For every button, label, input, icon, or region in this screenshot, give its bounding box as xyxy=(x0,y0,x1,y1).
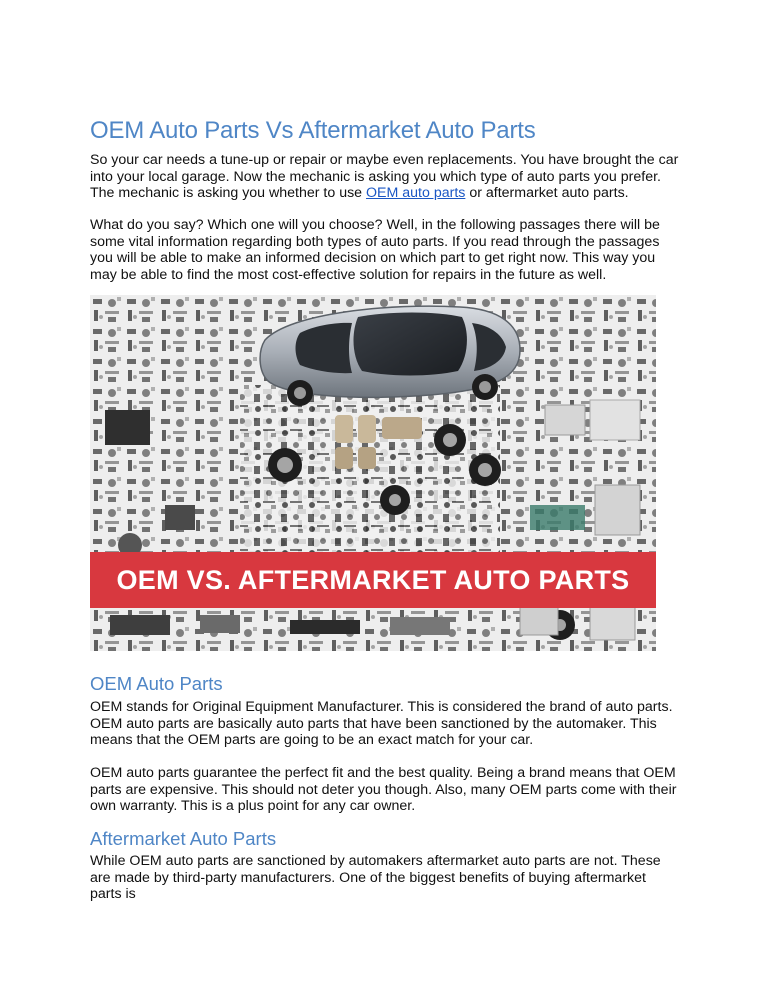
section-heading-oem: OEM Auto Parts xyxy=(90,673,223,694)
intro-text-before-link: So your car needs a tune-up or repair or maybe even replacements. You have brought the car into your local garage. Now the mechanic is asking you which type of auto parts you prefer. The mechanic is asking you whether to use xyxy=(90,152,679,201)
intro-text-after-link: or aftermarket auto parts. xyxy=(465,185,629,201)
oem-paragraph-quality: OEM auto parts guarantee the perfect fit and the best quality. Being a brand means that OEM parts are expensive. This should not deter you though. Also, many OEM parts come with their own warranty. This is a plus point for any car owner. xyxy=(90,765,677,814)
auto-parts-hero-image xyxy=(90,295,656,651)
intro-paragraph xyxy=(90,152,680,202)
oem-auto-parts-link[interactable]: OEM auto parts xyxy=(366,185,466,201)
section-heading-aftermarket: Aftermarket Auto Parts xyxy=(90,828,277,849)
page-title: OEM Auto Parts Vs Aftermarket Auto Parts xyxy=(90,117,536,144)
paragraph-choice: What do you say? Which one will you choose? Well, in the following passages there will be some vital information regarding both types of auto parts. If you read through the passages you will be able to make an informed decision on which part to get right now. This way you may be able to find the most cost-effective solution for repairs in the future as well. xyxy=(90,217,660,283)
hero-banner xyxy=(90,552,656,608)
hero-banner-text: OEM VS. AFTERMARKET AUTO PARTS xyxy=(116,564,630,595)
oem-paragraph-definition: OEM stands for Original Equipment Manufacturer. This is considered the brand of auto parts. OEM auto parts are basically auto parts that have been sanctioned by the automaker. This means that the OEM parts are going to be an exact match for your car. xyxy=(90,699,673,748)
aftermarket-paragraph: While OEM auto parts are sanctioned by automakers aftermarket auto parts are not. These are made by third-party manufacturers. One of the biggest benefits of buying aftermarket parts is xyxy=(90,853,661,902)
car-image xyxy=(260,306,520,406)
